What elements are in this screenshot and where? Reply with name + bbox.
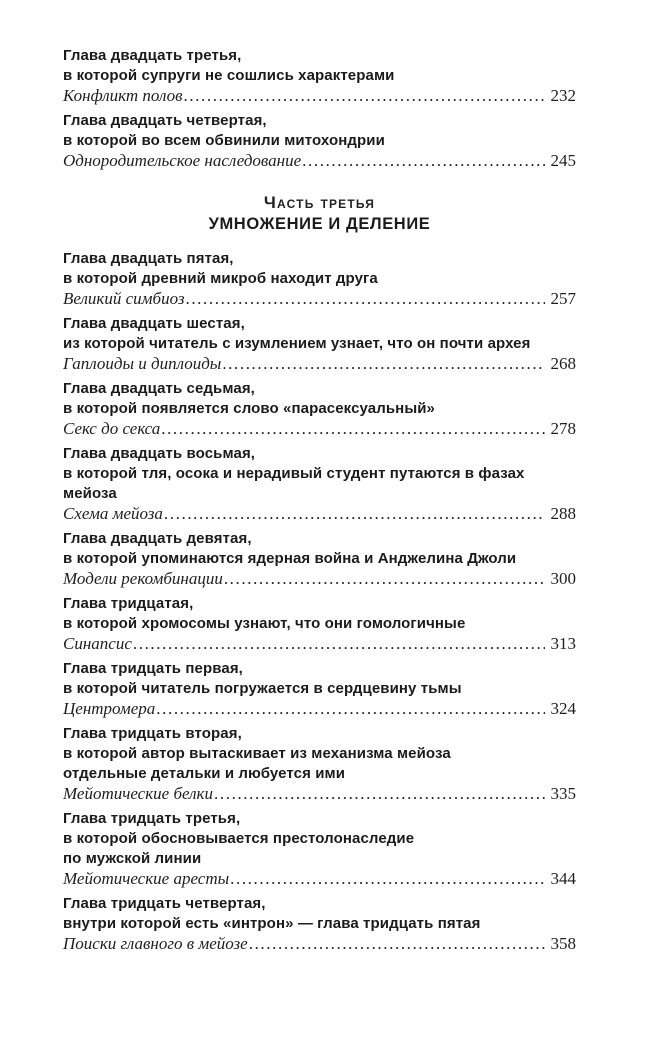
page-number: 358	[550, 934, 576, 953]
chapter-heading-line: Глава тридцать вторая,	[63, 725, 242, 742]
chapter-heading	[63, 724, 576, 784]
toc-entry	[63, 529, 576, 589]
page-number: 268	[550, 354, 576, 373]
table-of-contents	[63, 46, 576, 959]
chapter-subtitle-row	[63, 504, 576, 524]
dot-leader	[161, 419, 544, 439]
page-number: 245	[550, 151, 576, 170]
toc-entry	[63, 379, 576, 439]
chapter-subtitle-row	[63, 784, 576, 804]
chapter-subtitle-row	[63, 419, 576, 439]
dot-leader	[214, 784, 544, 804]
part-title: УМНОЖЕНИЕ И ДЕЛЕНИЕ	[208, 215, 431, 233]
page-number: 300	[550, 569, 576, 588]
chapter-heading-line: Глава двадцать седьмая,	[63, 380, 255, 397]
chapter-subtitle: Великий симбиоз	[63, 289, 185, 308]
dot-leader	[133, 634, 545, 654]
page-number: 313	[550, 634, 576, 653]
toc-entry	[63, 809, 576, 889]
chapter-heading	[63, 379, 576, 419]
chapter-heading-line: внутри которой есть «интрон» — глава тридцать пятая	[63, 915, 481, 932]
chapter-subtitle-row	[63, 934, 576, 954]
chapter-heading-line: Глава тридцать третья,	[63, 810, 241, 827]
chapter-heading-line: отдельные детальки и любуется ими	[63, 765, 346, 782]
dot-leader	[183, 86, 544, 106]
page-number: 288	[550, 504, 576, 523]
chapter-heading-line: Глава двадцать третья,	[63, 47, 242, 64]
chapter-heading-line: в которой во всем обвинили митохондрии	[63, 132, 385, 149]
dot-leader	[164, 504, 545, 524]
dot-leader	[185, 289, 544, 309]
chapter-heading-line: Глава двадцать девятая,	[63, 530, 252, 547]
chapter-heading-line: мейоза	[63, 485, 117, 502]
chapter-heading	[63, 529, 576, 569]
chapter-subtitle: Поиски главного в мейозе	[63, 934, 248, 953]
toc-entry	[63, 659, 576, 719]
chapter-heading	[63, 111, 576, 151]
chapter-subtitle: Мейотические аресты	[63, 869, 230, 888]
dot-leader	[302, 151, 544, 171]
chapter-subtitle-row	[63, 699, 576, 719]
chapter-subtitle: Однородительское наследование	[63, 151, 302, 170]
chapter-heading	[63, 594, 576, 634]
chapter-subtitle: Центромера	[63, 699, 156, 718]
toc-entry	[63, 894, 576, 954]
chapter-subtitle: Секс до секса	[63, 419, 161, 438]
page-number: 278	[550, 419, 576, 438]
chapter-subtitle: Мейотические белки	[63, 784, 214, 803]
chapter-subtitle-row	[63, 289, 576, 309]
chapter-subtitle-row	[63, 869, 576, 889]
toc-entry	[63, 111, 576, 171]
chapter-heading-line: в которой автор вытаскивает из механизма мейоза	[63, 745, 451, 762]
chapter-heading-line: в которой хромосомы узнают, что они гомологичные	[63, 615, 466, 632]
chapter-heading-line: в которой супруги не сошлись характерами	[63, 67, 395, 84]
chapter-heading	[63, 46, 576, 86]
chapter-heading-line: в которой тля, осока и нерадивый студент путаются в фазах	[63, 465, 525, 482]
dot-leader	[222, 354, 544, 374]
chapter-heading-line: Глава двадцать восьмая,	[63, 445, 256, 462]
page-number: 232	[550, 86, 576, 105]
page-number: 344	[550, 869, 576, 888]
dot-leader	[156, 699, 544, 719]
chapter-heading	[63, 249, 576, 289]
page-number: 257	[550, 289, 576, 308]
chapter-heading	[63, 659, 576, 699]
chapter-subtitle-row	[63, 634, 576, 654]
page-number: 335	[550, 784, 576, 803]
chapter-heading-line: в которой появляется слово «парасексуальный»	[63, 400, 435, 417]
toc-entry	[63, 594, 576, 654]
toc-entry	[63, 444, 576, 524]
chapter-heading-line: Глава двадцать шестая,	[63, 315, 245, 332]
chapter-subtitle: Синапсис	[63, 634, 132, 653]
chapter-subtitle-row	[63, 151, 576, 171]
chapter-heading-line: в которой древний микроб находит друга	[63, 270, 378, 287]
chapter-heading-line: Глава двадцать четвертая,	[63, 112, 267, 129]
part-header	[63, 193, 576, 236]
chapter-heading-line: в которой обосновывается престолонаследие	[63, 830, 415, 847]
chapter-heading	[63, 809, 576, 869]
chapter-heading-line: в которой упоминаются ядерная война и Анджелина Джоли	[63, 550, 517, 567]
chapter-subtitle: Конфликт полов	[63, 86, 183, 105]
chapter-heading-line: по мужской линии	[63, 850, 202, 867]
chapter-heading-line: в которой читатель погружается в сердцевину тьмы	[63, 680, 462, 697]
dot-leader	[249, 934, 545, 954]
chapter-heading-line: из которой читатель с изумлением узнает, что он почти архея	[63, 335, 531, 352]
chapter-heading	[63, 314, 576, 354]
chapter-subtitle-row	[63, 569, 576, 589]
toc-entry	[63, 46, 576, 106]
chapter-subtitle: Модели рекомбинации	[63, 569, 223, 588]
chapter-subtitle: Гаплоиды и диплоиды	[63, 354, 222, 373]
toc-entry	[63, 724, 576, 804]
chapter-heading-line: Глава тридцатая,	[63, 595, 194, 612]
chapter-heading	[63, 444, 576, 504]
chapter-subtitle: Схема мейоза	[63, 504, 163, 523]
page-number: 324	[550, 699, 576, 718]
chapter-heading-line: Глава тридцать первая,	[63, 660, 243, 677]
chapter-subtitle-row	[63, 354, 576, 374]
toc-entry	[63, 314, 576, 374]
part-label: Часть третья	[263, 193, 376, 212]
chapter-heading	[63, 894, 576, 934]
chapter-subtitle-row	[63, 86, 576, 106]
toc-entry	[63, 249, 576, 309]
dot-leader	[230, 869, 544, 889]
chapter-heading-line: Глава тридцать четвертая,	[63, 895, 266, 912]
dot-leader	[224, 569, 545, 589]
chapter-heading-line: Глава двадцать пятая,	[63, 250, 234, 267]
